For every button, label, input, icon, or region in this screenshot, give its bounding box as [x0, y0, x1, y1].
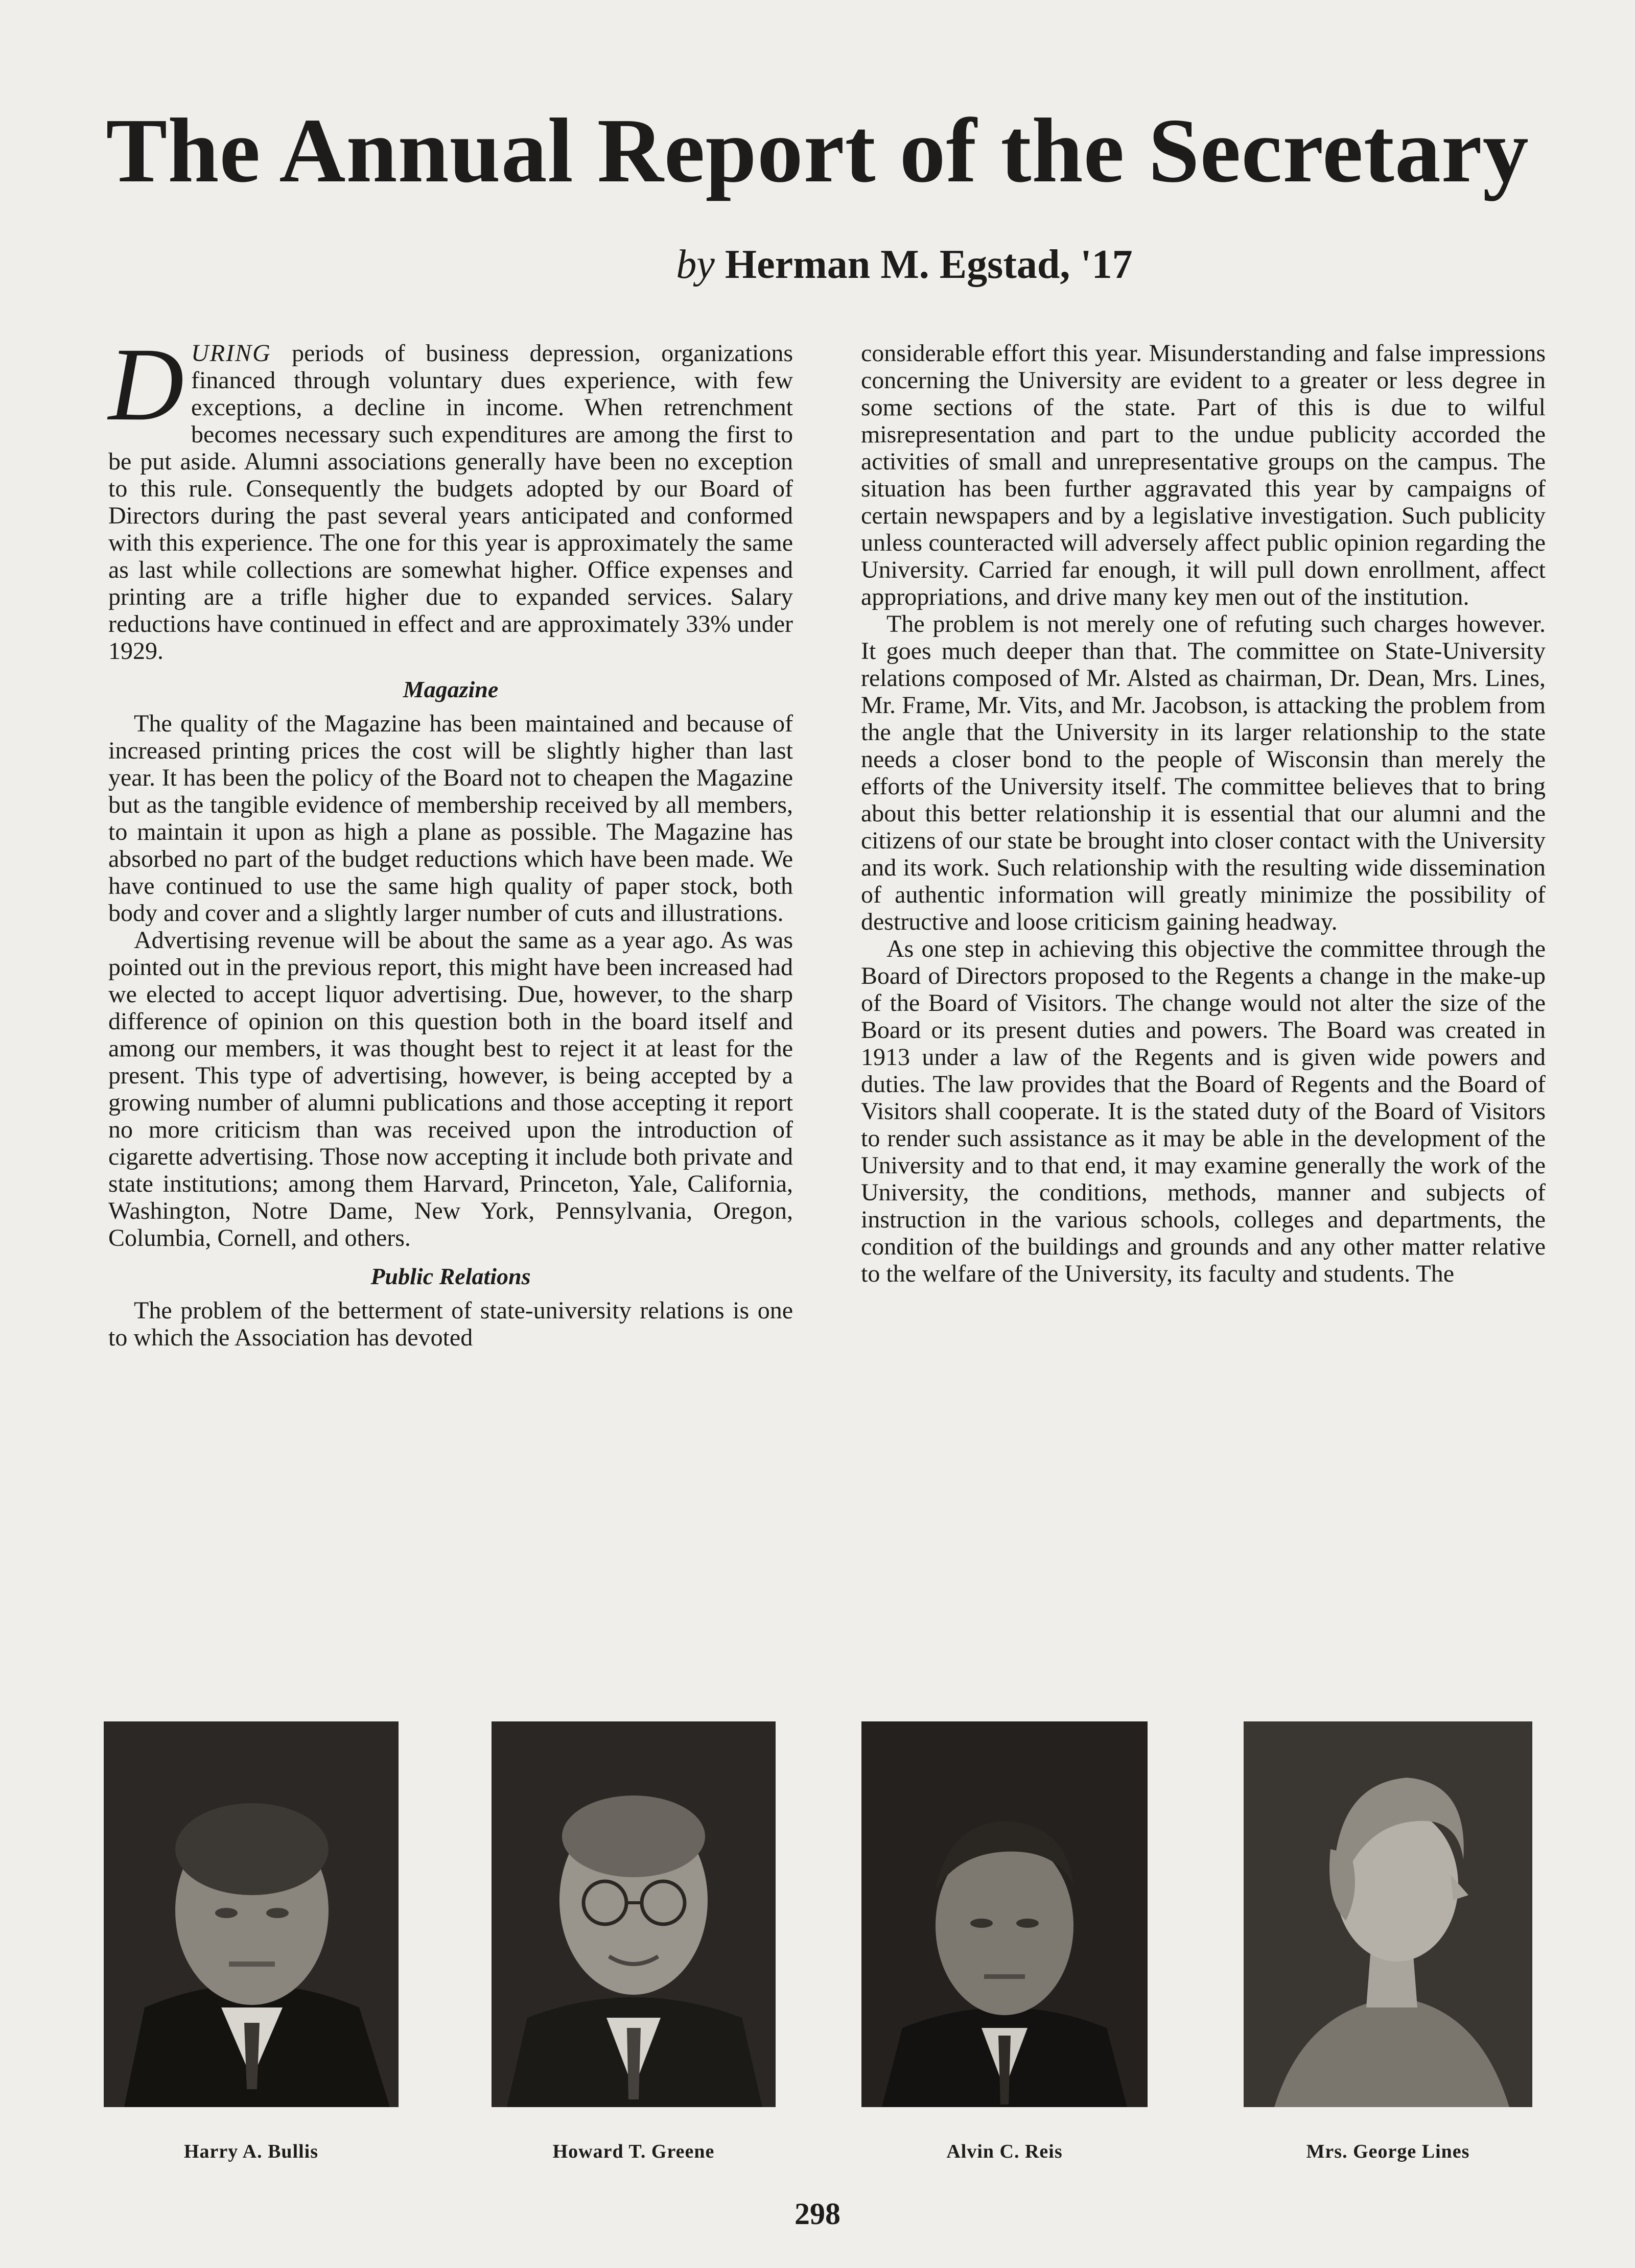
right-column — [861, 340, 1546, 1287]
section-heading-public-relations: Public Relations — [370, 1263, 531, 1289]
public-relations-paragraph-4: As one step in achieving this objective the committee through the Board of Directors proposed to the Regents a change in the make-up of the Board of Visitors. The change would not alter the size of the Board or its present duties and powers. The Board was created in 1913 under a law of the Regents and is given wide powers and duties. The law provides that the Board of Regents and the Board of Visitors shall cooperate. It is the stated duty of the Board of Visitors to render such assistance as it may be able in the development of the University and to that end, it may examine generally the work of the University, the conditions, methods, manner and subjects of instruction in the various schools, colleges and departments, the condition of the buildings and grounds and any other matter relative to the welfare of the University, its faculty and students. The — [861, 935, 1546, 1287]
portrait-photo-reis — [861, 1721, 1148, 2107]
intro-paragraph — [108, 326, 793, 665]
article-title: The Annual Report of the Secretary — [106, 100, 1529, 201]
public-relations-paragraph-1: The problem of the betterment of state-university relations is one to which the Association has devoted — [108, 1297, 793, 1351]
magazine-paragraph-2: Advertising revenue will be about the same as a year ago. As was pointed out in the previous report, this might have been increased had we elected to accept liquor advertising. Due, however, to the sharp difference of opinion on this question both in the board itself and among our members, it was thought best to reject it at least for the present. This type of advertising, however, is being accepted by a growing number of alumni publications and those accepting it report no more criticism than was received upon the introduction of cigarette advertising. Those now accepting it include both private and state institutions; among them Harvard, Princeton, Yale, California, Washington, Notre Dame, New York, Pennsylvania, Oregon, Columbia, Cornell, and others. — [108, 927, 793, 1251]
drop-cap: D — [108, 326, 184, 442]
public-relations-paragraph-3: The problem is not merely one of refuting such charges however. It goes much deeper than that. The committee on State-University relations composed of Mr. Alsted as chairman, Dr. Dean, Mrs. Lines, Mr. Frame, Mr. Vits, and Mr. Jacobson, is attacking the problem from the angle that the University in its larger relationship to the state needs a closer bond to the people of Wisconsin than merely the efforts of the University itself. The committee believes that to bring about this better relationship it is essential that our alumni and the citizens of our state be brought into closer contact with the University and its work. Such relationship with the resulting wide dissemination of authentic information will greatly minimize the possibility of destructive and loose criticism gaining headway. — [861, 610, 1546, 935]
caption-reis: Alvin C. Reis — [946, 2141, 1063, 2162]
intro-text: periods of business depression, organizations financed through voluntary dues experience, with few exceptions, a decline in income. When retrenchment becomes necessary such expenditures are among the first to be put aside. Alumni associations generally have been no exception to this rule. Consequently the budgets adopted by our Board of Directors during the past several years anticipated and conformed with this experience. The one for this year is approximately the same as last while collections are somewhat higher. Office expenses and printing are a trifle higher due to expanded services. Salary reductions have continued in effect and are approximately 33% under 1929. — [108, 340, 793, 665]
drop-cap-word: URING — [191, 340, 271, 367]
section-heading-magazine: Magazine — [403, 676, 499, 702]
caption-bullis: Harry A. Bullis — [183, 2141, 319, 2162]
byline-by: by — [676, 242, 715, 287]
caption-lines: Mrs. George Lines — [1306, 2141, 1470, 2162]
public-relations-paragraph-2: considerable effort this year. Misunderstanding and false impressions concerning the University are evident to a greater or less degree in some sections of the state. Part of this is due to wilful misrepresentation and part to the undue publicity accorded the activities of small and unrepresentative groups on the campus. The situation has been further aggravated this year by campaigns of certain newspapers and by a legislative investigation. Such publicity unless counteracted will adversely affect public opinion regarding the University. Carried far enough, it will pull down enrollment, affect appropriations, and drive many key men out of the institution. — [861, 340, 1546, 610]
caption-greene: Howard T. Greene — [552, 2141, 715, 2162]
page-number: 298 — [795, 2197, 840, 2231]
byline — [0, 244, 1635, 285]
portrait-photo-bullis — [104, 1721, 399, 2107]
portrait-photo-lines — [1244, 1721, 1532, 2107]
portrait-photo-greene — [492, 1721, 776, 2107]
author-name: Herman M. Egstad, '17 — [725, 242, 1133, 287]
magazine-paragraph-1: The quality of the Magazine has been maintained and because of increased printing prices the cost will be slightly higher than last year. It has been the policy of the Board not to cheapen the Magazine but as the tangible evidence of membership received by all members, to maintain it upon as high a plane as possible. The Magazine has absorbed no part of the budget reductions which have been made. We have continued to use the same high quality of paper stock, both body and cover and a slightly larger number of cuts and illustrations. — [108, 710, 793, 927]
left-column — [108, 326, 793, 1351]
